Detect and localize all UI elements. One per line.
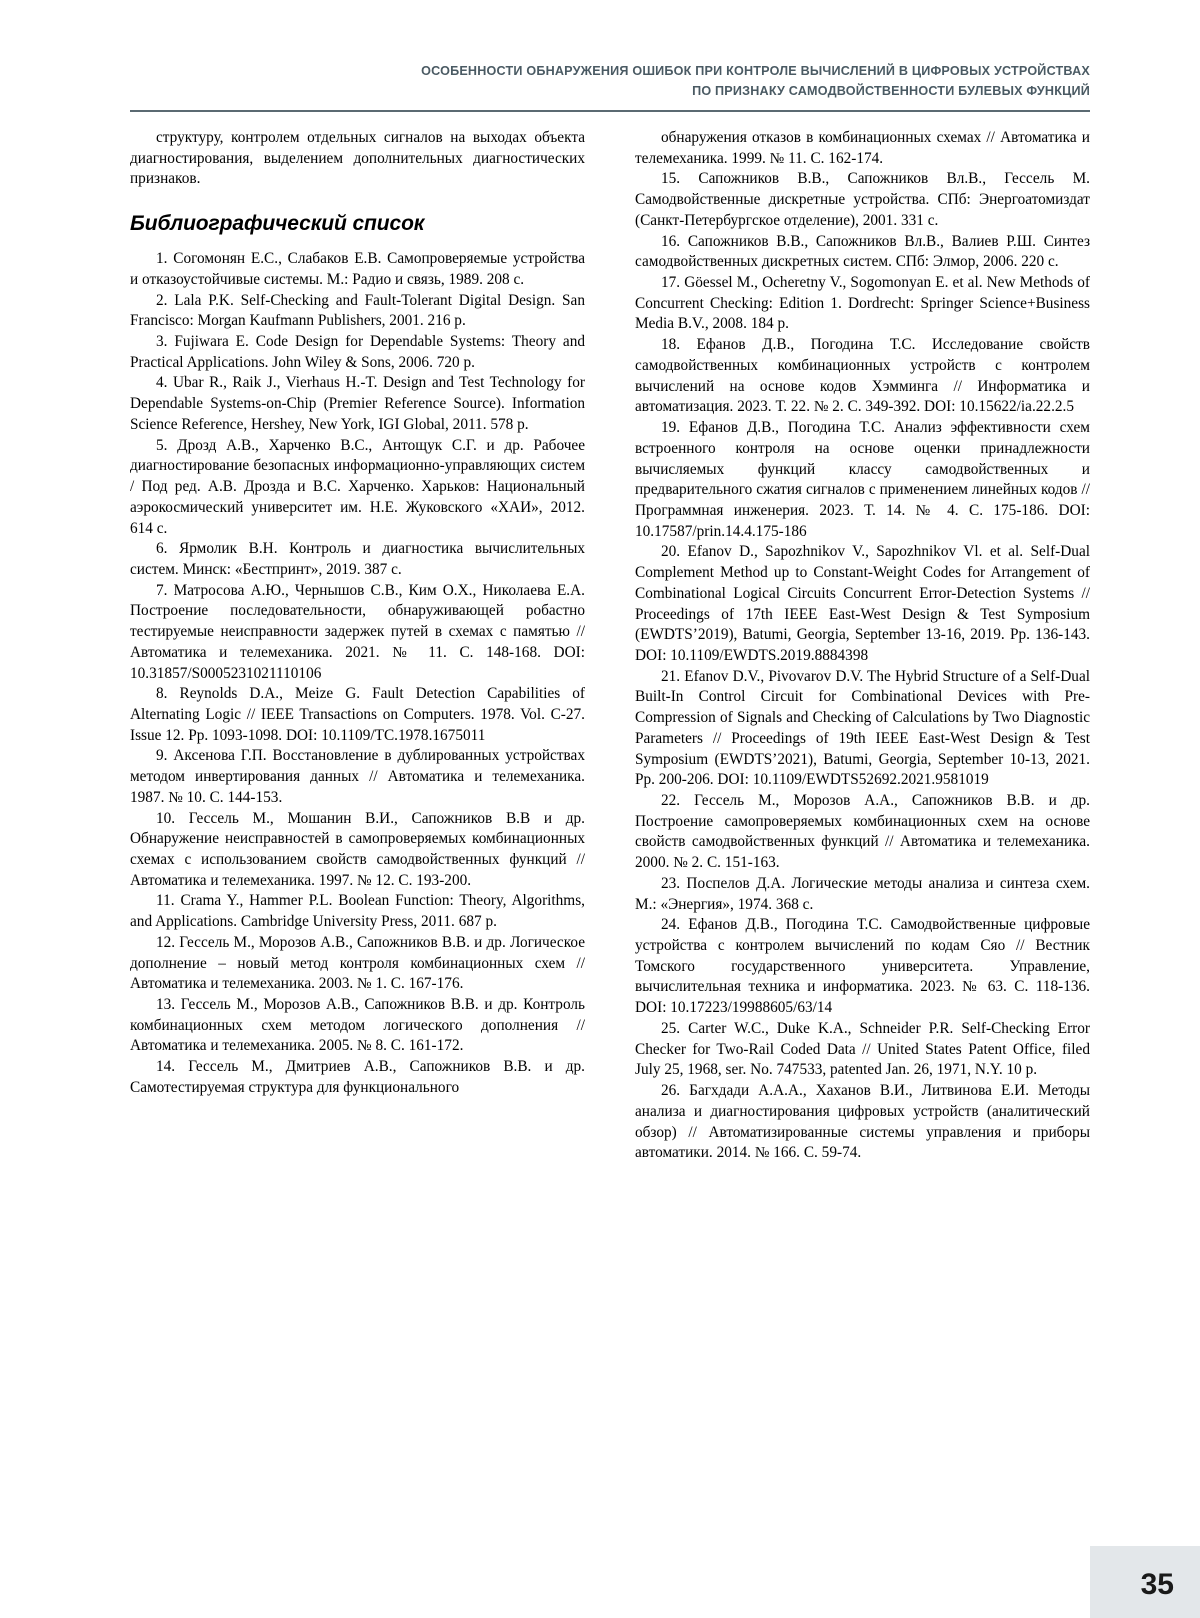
running-head-line-1: ОСОБЕННОСТИ ОБНАРУЖЕНИЯ ОШИБОК ПРИ КОНТРОЛЕ ВЫЧИСЛЕНИЙ В ЦИФРОВЫХ УСТРОЙСТВАХ bbox=[421, 64, 1090, 78]
list-item: 23. Поспелов Д.А. Логические методы анализа и синтеза схем. М.: «Энергия», 1974. 368 с. bbox=[635, 874, 1090, 913]
list-item: 20. Efanov D., Sapozhnikov V., Sapozhnikov Vl. et al. Self-Dual Complement Method up to Constant-Weight Codes for Arrangement of Combinational Logical Circuits Concurrent Error-Detection Systems // Proceedings of 17th IEEE East-West Design & Test Symposium (EWDTS’2019), Batumi, Georgia, September 13-16, 2019. Pp. 136-143. DOI: 10.1109/EWDTS.2019.8884398 bbox=[635, 543, 1090, 664]
list-item: 19. Ефанов Д.В., Погодина Т.С. Анализ эффективности схем встроенного контроля на основе оценки принадлежности вычисляемых функций классу самодвойственных и предварительного сжатия сигналов с применением линейных кодов // Программная инженерия. 2023. Т. 14. № 4. С. 175-186. DOI: 10.17587/prin.14.4.175-186 bbox=[635, 419, 1090, 540]
list-item: 5. Дрозд А.В., Харченко В.С., Антощук С.Г. и др. Рабочее диагностирование безопасных информационно-управляющих систем / Под ред. А.В. Дрозда и В.С. Харченко. Харьков: Национальный аэрокосмический университет им. Н.Е. Жуковского «ХАИ», 2012. 614 с. bbox=[130, 436, 585, 537]
running-head-line-2: ПО ПРИЗНАКУ САМОДВОЙСТВЕННОСТИ БУЛЕВЫХ ФУНКЦИЙ bbox=[692, 83, 1090, 98]
continuation-paragraph: структуру, контролем отдельных сигналов на выходах объекта диагностирования, выделением дополнительных диагностических признаков. bbox=[130, 129, 585, 188]
list-item: 21. Efanov D.V., Pivovarov D.V. The Hybrid Structure of a Self-Dual Built-In Control Circuit for Combinational Devices with Pre-Compression of Signals and Checking of Calculations by Two Diagnostic Parameters // Proceedings of 19th IEEE East-West Design & Test Symposium (EWDTS’2021), Batumi, Georgia, September 10-13, 2021. Pp. 200-206. DOI: 10.1109/EWDTS52692.2021.9581019 bbox=[635, 667, 1090, 789]
list-item: 9. Аксенова Г.П. Восстановление в дублированных устройствах методом инвертирования данных // Автоматика и телемеханика. 1987. № 10. С. 144-153. bbox=[130, 747, 585, 806]
list-item: 2. Lala P.K. Self-Checking and Fault-Tolerant Digital Design. San Francisco: Morgan Kaufmann Publishers, 2001. 216 p. bbox=[130, 291, 585, 330]
reference-list-left bbox=[130, 249, 585, 1098]
list-item: 17. Göessel M., Ocheretny V., Sogomonyan E. et al. New Methods of Concurrent Checking: Edition 1. Dordrecht: Springer Science+Business Media B.V., 2008. 184 p. bbox=[635, 274, 1090, 333]
reference-list-right bbox=[635, 128, 1090, 1164]
list-item: 24. Ефанов Д.В., Погодина Т.С. Самодвойственные цифровые устройства с контролем вычислений по кодам Сяо // Вестник Томского государственного университета. Управление, вычислительная техника и информатика. 2023. № 63. С. 118-136. DOI: 10.17223/19988605/63/14 bbox=[635, 916, 1090, 1017]
right-column bbox=[635, 128, 1090, 1164]
list-item: 6. Ярмолик В.Н. Контроль и диагностика вычислительных систем. Минск: «Бестпринт», 2019. 387 с. bbox=[130, 540, 585, 578]
list-item: 1. Согомонян Е.С., Слабаков Е.В. Самопроверяемые устройства и отказоустойчивые системы. М.: Радио и связь, 1989. 208 с. bbox=[130, 250, 585, 288]
list-item: 18. Ефанов Д.В., Погодина Т.С. Исследование свойств самодвойственных комбинационных устройств с контролем вычислений на основе кодов Хэмминга // Информатика и автоматизация. 2023. Т. 22. № 2. С. 349-392. DOI: 10.15622/ia.22.2.5 bbox=[635, 336, 1090, 416]
running-head bbox=[130, 62, 1090, 101]
list-item: 12. Гессель М., Морозов А.В., Сапожников В.В. и др. Логическое дополнение – новый метод контроля комбинационных схем // Автоматика и телемеханика. 2003. № 1. С. 167-176. bbox=[130, 933, 585, 993]
list-item: 22. Гессель М., Морозов А.А., Сапожников В.В. и др. Построение самопроверяемых комбинационных схем на основе свойств самодвойственных функций // Автоматика и телемеханика. 2000. № 2. С. 151-163. bbox=[635, 792, 1090, 872]
body-columns bbox=[130, 128, 1090, 1468]
list-item: 14. Гессель М., Дмитриев А.В., Сапожников В.В. и др. Самотестируемая структура для функционального bbox=[130, 1058, 585, 1096]
list-item: 7. Матросова А.Ю., Чернышов С.В., Ким О.Х., Николаева Е.А. Построение последовательности, обнаруживающей робастно тестируемые неисправности задержек путей в схемах с памятью // Автоматика и телемеханика. 2021. № 11. С. 148-168. DOI: 10.31857/S0005231021110106 bbox=[130, 581, 585, 682]
page-number: 35 bbox=[1140, 1568, 1174, 1601]
list-item: 11. Crama Y., Hammer P.L. Boolean Function: Theory, Algorithms, and Applications. Cambridge University Press, 2011. 687 p. bbox=[130, 892, 585, 931]
page-title: Библиографический список bbox=[130, 212, 425, 236]
list-item: 26. Багхдади А.А.А., Хаханов В.И., Литвинова Е.И. Методы анализа и диагностирования цифровых устройств (аналитический обзор) // Автоматизированные системы управления и приборы автоматики. 2014. № 166. С. 59-74. bbox=[635, 1082, 1090, 1162]
list-item: 16. Сапожников В.В., Сапожников Вл.В., Валиев Р.Ш. Синтез самодвойственных дискретных систем. СПб: Элмор, 2006. 220 с. bbox=[635, 232, 1090, 271]
list-item: 4. Ubar R., Raik J., Vierhaus H.-T. Design and Test Technology for Dependable Systems-on-Chip (Premier Reference Source). Information Science Reference, Hershey, New York, IGI Global, 2011. 578 p. bbox=[130, 374, 585, 433]
list-item: 13. Гессель М., Морозов А.В., Сапожников В.В. и др. Контроль комбинационных схем методом логического дополнения // Автоматика и телемеханика. 2005. № 8. С. 161-172. bbox=[130, 996, 585, 1055]
header-divider bbox=[130, 110, 1090, 112]
list-item: 25. Carter W.C., Duke K.A., Schneider P.R. Self-Checking Error Checker for Two-Rail Coded Data // United States Patent Office, filed July 25, 1968, ser. No. 747533, patented Jan. 26, 1971, N.Y. 10 p. bbox=[635, 1019, 1090, 1079]
list-item: 10. Гессель М., Мошанин В.И., Сапожников В.В и др. Обнаружение неисправностей в самопроверяемых комбинационных схемах с использованием свойств самодвойственных функций // Автоматика и телемеханика. 1997. № 12. С. 193-200. bbox=[130, 809, 585, 889]
list-item: 8. Reynolds D.A., Meize G. Fault Detection Capabilities of Alternating Logic // IEEE Transactions on Computers. 1978. Vol. C-27. Issue 12. Pp. 1093-1098. DOI: 10.1109/TC.1978.1675011 bbox=[130, 685, 585, 744]
left-column bbox=[130, 128, 585, 1099]
list-item: 15. Сапожников В.В., Сапожников Вл.В., Гессель М. Самодвойственные дискретные устройства. СПб: Энергоатомиздат (Санкт-Петербургское отделение), 2001. 331 с. bbox=[635, 170, 1090, 229]
list-item: 3. Fujiwara E. Code Design for Dependable Systems: Theory and Practical Applications. John Wiley & Sons, 2006. 720 p. bbox=[130, 333, 585, 371]
list-item: обнаружения отказов в комбинационных схемах // Автоматика и телемеханика. 1999. № 11. С. 162-174. bbox=[635, 129, 1090, 167]
page-footer bbox=[0, 1480, 1200, 1618]
